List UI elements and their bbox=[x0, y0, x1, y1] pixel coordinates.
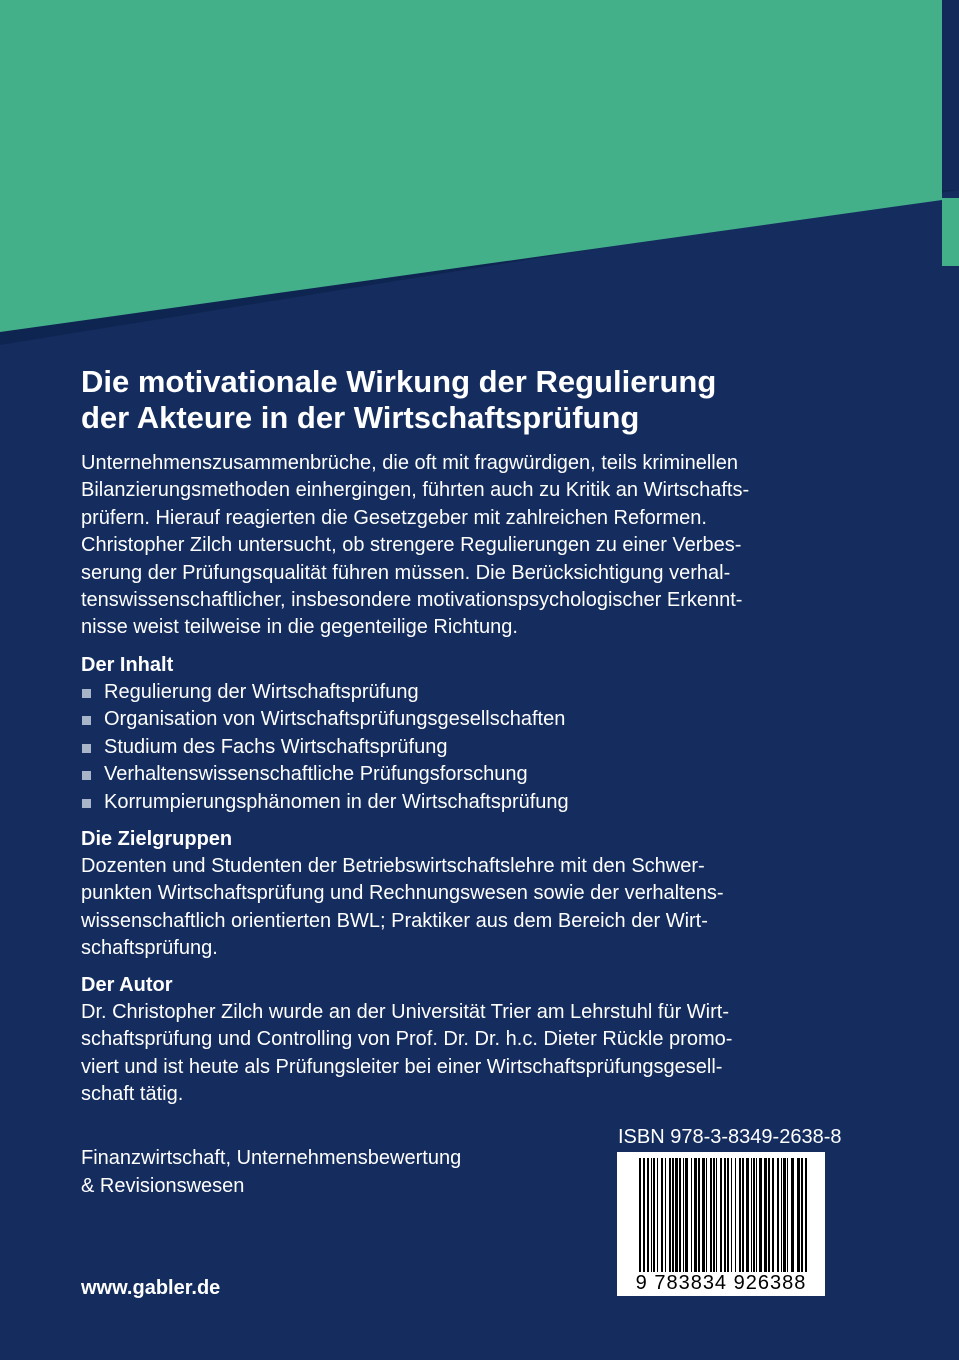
list-item-label: Verhaltenswissenschaftliche Prüfungsforschung bbox=[104, 763, 528, 786]
book-title bbox=[81, 364, 861, 436]
barcode-bar bbox=[783, 1158, 786, 1272]
barcode-bar bbox=[675, 1158, 678, 1272]
barcode-bar bbox=[691, 1158, 692, 1272]
barcode-bar bbox=[753, 1158, 755, 1272]
list-item bbox=[81, 706, 569, 733]
barcode-bar bbox=[669, 1158, 671, 1272]
barcode-guard-bar bbox=[643, 1158, 645, 1280]
square-bullet-icon bbox=[82, 689, 91, 698]
list-item bbox=[81, 789, 569, 816]
barcode-bar bbox=[746, 1158, 749, 1272]
barcode-bar bbox=[772, 1158, 774, 1272]
barcode-bar bbox=[702, 1158, 705, 1272]
barcode-bar bbox=[657, 1158, 658, 1272]
square-bullet-icon bbox=[82, 771, 91, 780]
barcode-bar bbox=[797, 1158, 800, 1272]
inhalt-heading: Der Inhalt bbox=[81, 654, 174, 676]
barcode-bar bbox=[651, 1158, 652, 1272]
barcode-bar bbox=[759, 1158, 762, 1272]
barcode-bar bbox=[661, 1158, 663, 1272]
isbn-label: ISBN 978-3-8349-2638-8 bbox=[618, 1126, 842, 1148]
list-item-label: Organisation von Wirtschaftsprüfungsgesellschaften bbox=[104, 708, 566, 731]
barcode-bar bbox=[777, 1158, 779, 1272]
barcode-bar bbox=[683, 1158, 684, 1272]
square-bullet-icon bbox=[82, 716, 91, 725]
list-item-label: Studium des Fachs Wirtschaftsprüfung bbox=[104, 735, 448, 758]
barcode-bar bbox=[791, 1158, 794, 1272]
square-bullet-icon bbox=[82, 799, 91, 808]
barcode-bar bbox=[727, 1158, 729, 1272]
barcode-bar bbox=[735, 1158, 736, 1272]
square-bullet-icon bbox=[82, 744, 91, 753]
barcode-guard-bar bbox=[801, 1158, 803, 1280]
publisher-url[interactable]: www.gabler.de bbox=[81, 1277, 221, 1299]
barcode-guard-bar bbox=[639, 1158, 641, 1280]
barcode-bar bbox=[731, 1158, 732, 1272]
barcode-bar bbox=[716, 1158, 717, 1272]
list-item bbox=[81, 734, 569, 761]
autor-text: Dr. Christopher Zilch wurde an der Universität Trier am Lehrstuhl für Wirt- schaftsprüfung und Controlling von Prof. Dr. Dr. h.c. Dieter Rückle promo- viert und ist heute als Prüfungsleiter bei einer Wirtschaftsprüfungsgesell- schaft tätig. bbox=[81, 1001, 733, 1106]
barcode-bar bbox=[698, 1158, 700, 1272]
barcode-guard-bar bbox=[724, 1158, 726, 1280]
barcode-bar bbox=[781, 1158, 782, 1272]
spine-edge bbox=[942, 0, 959, 190]
spine-green-tab bbox=[942, 198, 959, 266]
barcode-bar bbox=[694, 1158, 697, 1272]
list-item-label: Korrumpierungsphänomen in der Wirtschaftsprüfung bbox=[104, 790, 569, 813]
barcode-bar bbox=[653, 1158, 655, 1272]
list-item bbox=[81, 761, 569, 788]
barcode-bar bbox=[665, 1158, 666, 1272]
zielgruppen-text: Dozenten und Studenten der Betriebswirtschaftslehre mit den Schwer- punkten Wirtschaftsprüfung und Rechnungswesen sowie der verhaltens- wissenschaftlich orientierten BWL; Praktiker aus dem Bereich der Wirt- schaftsprüfung. bbox=[81, 855, 724, 960]
barcode-bar bbox=[787, 1158, 788, 1272]
barcode bbox=[617, 1152, 825, 1296]
barcode-bar bbox=[751, 1158, 752, 1272]
barcode-digits: 9 783834 926388 bbox=[617, 1272, 825, 1294]
subject-category: Finanzwirtschaft, Unternehmensbewertung & Revisionswesen bbox=[81, 1147, 462, 1197]
barcode-bar bbox=[679, 1158, 681, 1272]
list-item-label: Regulierung der Wirtschaftsprüfung bbox=[104, 681, 419, 703]
title-line-2: der Akteure in der Wirtschaftsprüfung bbox=[81, 400, 640, 435]
barcode-bar bbox=[742, 1158, 744, 1272]
barcode-bar bbox=[768, 1158, 770, 1272]
barcode-bar bbox=[647, 1158, 649, 1272]
barcode-bar bbox=[764, 1158, 767, 1272]
barcode-bar bbox=[739, 1158, 741, 1272]
inhalt-list bbox=[81, 679, 569, 816]
title-line-1: Die motivationale Wirkung der Regulierung bbox=[81, 364, 717, 399]
barcode-bar bbox=[672, 1158, 674, 1272]
barcode-guard-bar bbox=[805, 1158, 807, 1280]
autor-heading: Der Autor bbox=[81, 974, 173, 996]
barcode-guard-bar bbox=[720, 1158, 722, 1280]
barcode-bar bbox=[685, 1158, 688, 1272]
barcode-bar bbox=[713, 1158, 715, 1272]
barcode-bar bbox=[706, 1158, 707, 1272]
intro-paragraph: Unternehmenszusammenbrüche, die oft mit fragwürdigen, teils kriminellen Bilanzierungsmethoden einhergingen, führten auch zu Kritik an Wirtschafts- prüfern. Hierauf reagierten die Gesetzgeber mit zahlreichen Reformen. Christopher Zilch untersucht, ob strengere Regulierungen zu einer Verbes- serung der Prüfungsqualität führen müssen. Die Berücksichtigung verhal- tenswissenschaftlicher, insbesondere motivationspsychologischer Erkennt- nisse weist teilweise in die gegenteilige Richtung. bbox=[81, 452, 750, 639]
barcode-bar bbox=[756, 1158, 757, 1272]
zielgruppen-heading: Die Zielgruppen bbox=[81, 828, 233, 850]
barcode-bar bbox=[710, 1158, 712, 1272]
list-item bbox=[81, 679, 569, 706]
